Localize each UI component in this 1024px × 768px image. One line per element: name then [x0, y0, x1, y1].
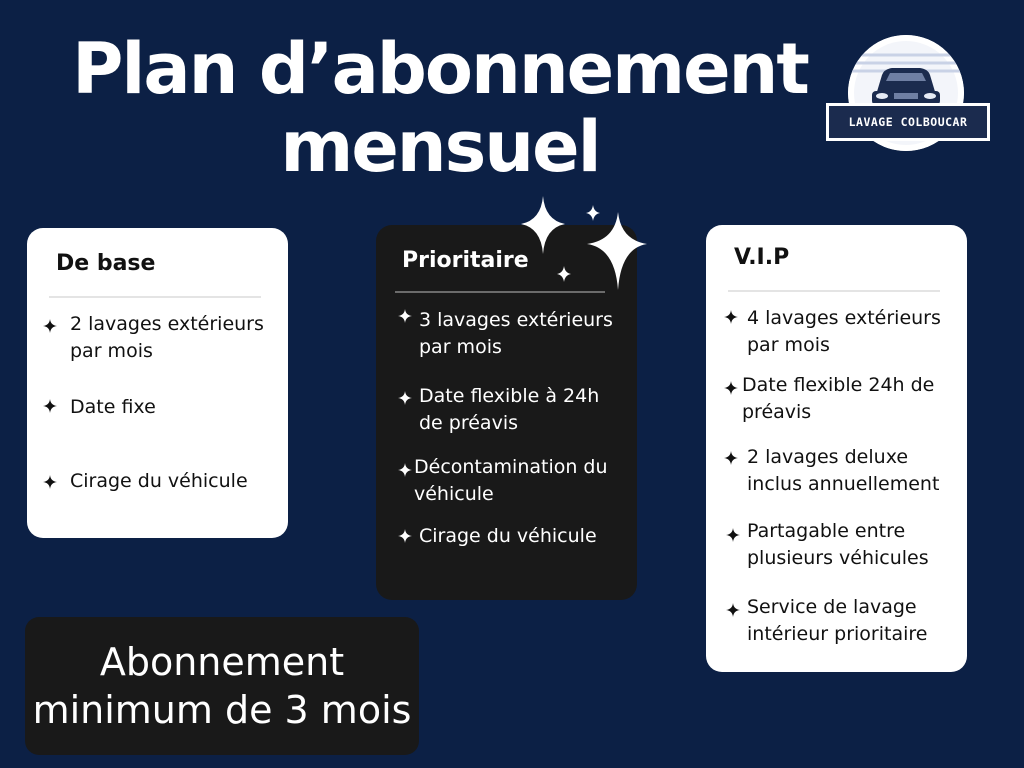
- plan-feature-line: Décontamination du: [414, 456, 608, 478]
- plan-feature-line: 3 lavages extérieurs: [419, 309, 613, 331]
- plan-feature-line: plusieurs véhicules: [747, 547, 929, 569]
- plan-feature: [43, 311, 288, 371]
- page-title: [40, 30, 840, 186]
- plan-feature-line: de préavis: [419, 412, 518, 434]
- plan-card-vip: [706, 225, 967, 672]
- sparkle-bullet-icon: [398, 391, 412, 405]
- plan-feature-line: intérieur prioritaire: [747, 623, 928, 645]
- plan-title-vip: V.I.P: [734, 245, 790, 270]
- sparkle-bullet-icon: [398, 463, 412, 477]
- plan-feature: [724, 372, 967, 432]
- page-title-line-1: Plan d’abonnement: [72, 28, 808, 110]
- plan-feature-line: Service de lavage: [747, 596, 917, 618]
- plan-feature-line: par mois: [419, 336, 502, 358]
- sparkles-icon: [515, 194, 655, 294]
- minimum-subscription-note: [25, 617, 419, 755]
- plan-feature: [724, 305, 967, 365]
- plan-title-basic: De base: [56, 251, 156, 276]
- plan-feature: [724, 444, 967, 504]
- plan-feature-line: Partagable entre: [747, 520, 906, 542]
- sparkle-bullet-icon: [43, 475, 57, 489]
- note-line-2: minimum de 3 mois: [32, 688, 412, 732]
- plan-feature-line: Date flexible à 24h: [419, 385, 600, 407]
- sparkle-bullet-icon: [398, 309, 412, 323]
- plan-divider-basic: [49, 296, 261, 298]
- page-title-line-2: mensuel: [280, 106, 600, 188]
- sparkle-bullet-icon: [43, 399, 57, 413]
- plan-feature: [398, 523, 637, 553]
- plan-feature-line: véhicule: [414, 483, 494, 505]
- plan-title-priority: Prioritaire: [402, 248, 529, 273]
- plan-feature-line: préavis: [742, 401, 812, 423]
- plan-feature-line: 2 lavages deluxe: [747, 446, 909, 468]
- plan-feature-line: Date fixe: [70, 396, 156, 418]
- plan-feature: [43, 394, 288, 424]
- plan-feature: [398, 454, 637, 514]
- sparkle-bullet-icon: [43, 319, 57, 333]
- brand-logo: [826, 35, 991, 155]
- plan-feature: [724, 594, 967, 654]
- plan-feature: [43, 468, 288, 498]
- plan-feature-line: inclus annuellement: [747, 473, 940, 495]
- sparkle-bullet-icon: [726, 528, 740, 542]
- sparkle-bullet-icon: [726, 603, 740, 617]
- note-line-1: Abonnement: [99, 640, 345, 684]
- plan-feature-line: Date flexible 24h de: [742, 374, 935, 396]
- plan-feature-line: par mois: [70, 340, 153, 362]
- logo-brand-name: LAVAGE COLBOUCAR: [826, 103, 990, 141]
- plan-feature-line: 2 lavages extérieurs: [70, 313, 264, 335]
- plan-feature-line: par mois: [747, 334, 830, 356]
- sparkle-bullet-icon: [724, 451, 738, 465]
- plan-feature-line: 4 lavages extérieurs: [747, 307, 941, 329]
- plan-feature-line: Cirage du véhicule: [419, 525, 597, 547]
- plan-divider-vip: [728, 290, 940, 292]
- sparkle-bullet-icon: [398, 529, 412, 543]
- plan-feature-line: Cirage du véhicule: [70, 470, 248, 492]
- sparkle-bullet-icon: [724, 381, 738, 395]
- plan-card-basic: [27, 228, 288, 538]
- plan-feature: [398, 383, 637, 443]
- sparkle-bullet-icon: [724, 310, 738, 324]
- plan-feature: [398, 307, 637, 367]
- plan-feature: [724, 518, 967, 578]
